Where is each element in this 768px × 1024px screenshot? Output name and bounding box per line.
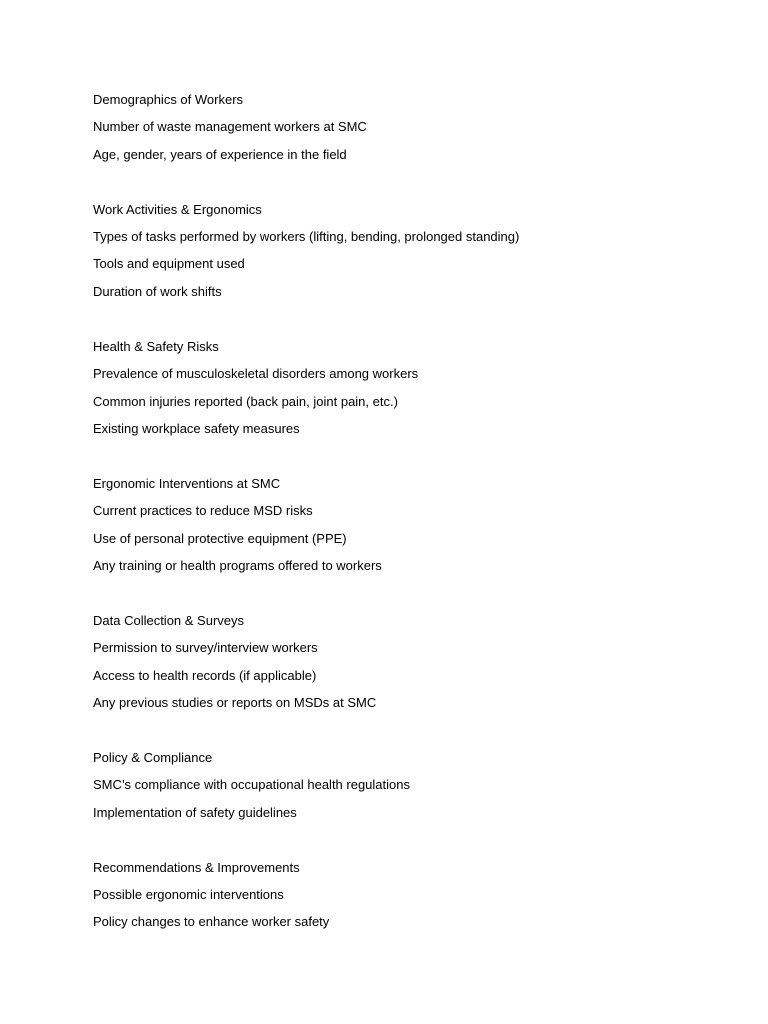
section-heading: Data Collection & Surveys xyxy=(93,612,245,628)
section-item: Permission to survey/interview workers xyxy=(93,640,318,656)
section-item: Policy changes to enhance worker safety xyxy=(93,914,330,930)
section-ergonomic-interventions xyxy=(93,470,693,580)
section-heading: Recommendations & Improvements xyxy=(93,859,300,875)
section-health-safety xyxy=(93,333,693,443)
section-demographics xyxy=(93,86,693,168)
section-item: Types of tasks performed by workers (lifting, bending, prolonged standing) xyxy=(93,229,520,245)
section-work-activities xyxy=(93,196,693,306)
section-heading: Demographics of Workers xyxy=(93,92,244,107)
document-body xyxy=(93,86,693,963)
section-item: SMC’s compliance with occupational health regulations xyxy=(93,777,410,793)
section-item: Age, gender, years of experience in the field xyxy=(93,146,347,162)
section-heading: Work Activities & Ergonomics xyxy=(93,201,262,217)
section-recommendations xyxy=(93,854,693,936)
section-item: Any previous studies or reports on MSDs at SMC xyxy=(93,695,377,711)
section-item: Existing workplace safety measures xyxy=(93,420,300,436)
section-item: Tools and equipment used xyxy=(93,256,245,272)
section-item: Access to health records (if applicable) xyxy=(93,667,317,683)
section-policy-compliance xyxy=(93,744,693,826)
section-item: Any training or health programs offered to workers xyxy=(93,557,382,573)
section-item: Current practices to reduce MSD risks xyxy=(93,503,313,519)
section-item: Duration of work shifts xyxy=(93,283,222,299)
section-item: Number of waste management workers at SMC xyxy=(93,119,367,135)
section-item: Possible ergonomic interventions xyxy=(93,886,284,902)
section-heading: Health & Safety Risks xyxy=(93,338,219,354)
section-heading: Policy & Compliance xyxy=(93,749,213,765)
section-item: Common injuries reported (back pain, joint pain, etc.) xyxy=(93,393,398,409)
section-item: Prevalence of musculoskeletal disorders among workers xyxy=(93,366,419,382)
section-item: Use of personal protective equipment (PPE) xyxy=(93,530,347,546)
section-heading: Ergonomic Interventions at SMC xyxy=(93,475,281,491)
section-item: Implementation of safety guidelines xyxy=(93,804,297,820)
section-data-collection xyxy=(93,607,693,717)
